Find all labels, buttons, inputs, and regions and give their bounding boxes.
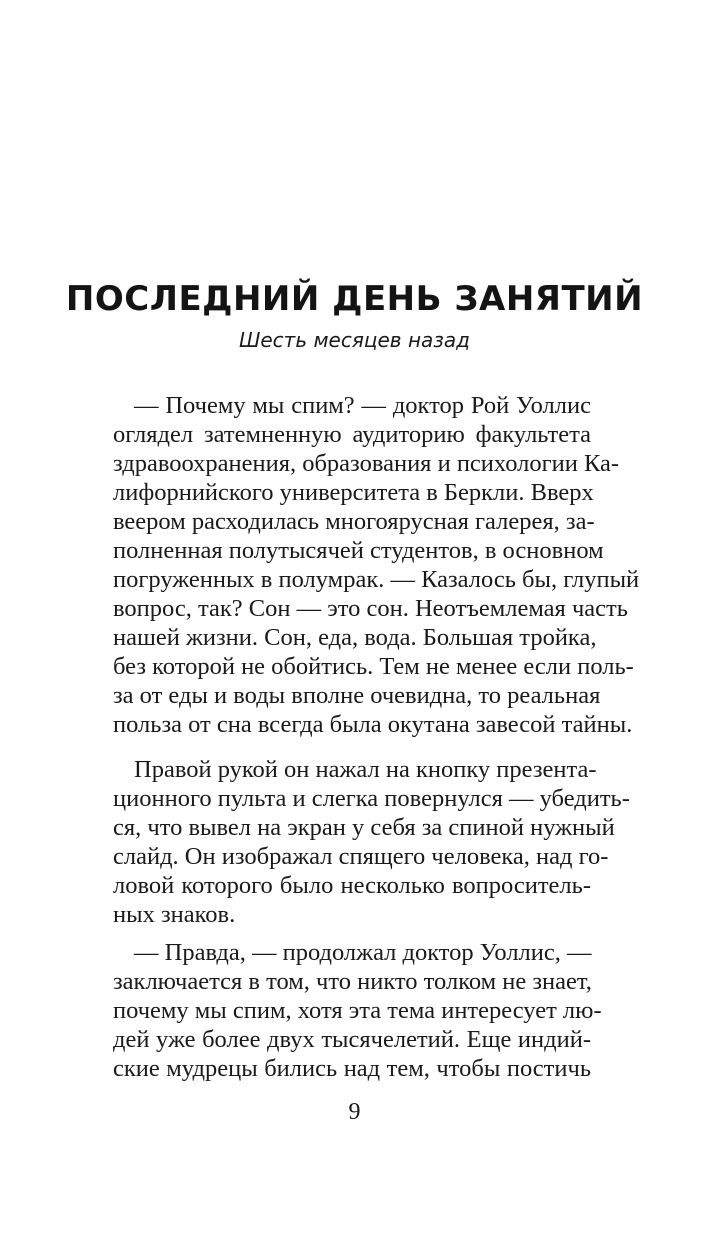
text-line: слайд. Он изображал спящего человека, над го- <box>113 843 609 870</box>
text-line: — Правда, — продолжал доктор Уоллис, — <box>134 939 592 966</box>
text-line: здравоохранения, образования и психологии Ка- <box>113 450 620 477</box>
chapter-title: ПОСЛЕДНИЙ ДЕНЬ ЗАНЯТИЙ <box>65 279 644 319</box>
text-line: ские мудрецы бились над тем, чтобы постичь <box>113 1055 591 1082</box>
text-line: ловой которого было несколько вопроситель- <box>113 872 591 899</box>
text-line: ных знаков. <box>113 901 236 928</box>
text-line: без которой не обойтись. Тем не менее если поль- <box>113 653 634 680</box>
text-line: оглядел затемненную аудиторию факультета <box>113 421 591 448</box>
text-line: заключается в том, что никто толком не знает, <box>113 968 592 995</box>
text-line: дей уже более двух тысячелетий. Еще индий- <box>113 1026 591 1053</box>
text-line: за от еды и воды вполне очевидна, то реальная <box>113 682 601 709</box>
page-number: 9 <box>348 1099 361 1125</box>
text-line: лифорнийского университета в Беркли. Вверх <box>113 479 594 506</box>
text-line: веером расходилась многоярусная галерея, за- <box>113 508 595 535</box>
text-line: почему мы спим, хотя эта тема интересует лю- <box>113 997 602 1024</box>
text-line: Правой рукой он нажал на кнопку презента- <box>134 756 597 783</box>
text-line: вопрос, так? Сон — это сон. Неотъемлемая часть <box>113 595 628 622</box>
text-line: ционного пульта и слегка повернулся — убедить- <box>113 785 630 812</box>
text-line: полненная полутысячей студентов, в основном <box>113 537 604 564</box>
text-line: погруженных в полумрак. — Казалось бы, глупый <box>113 566 640 593</box>
text-line: польза от сна всегда была окутана завесой тайны. <box>113 711 633 738</box>
chapter-subtitle: Шесть месяцев назад <box>238 328 470 352</box>
text-line: ся, что вывел на экран у себя за спиной нужный <box>113 814 615 841</box>
text-line: нашей жизни. Сон, еда, вода. Большая тройка, <box>113 624 597 651</box>
text-line: — Почему мы спим? — доктор Рой Уоллис <box>134 392 591 419</box>
